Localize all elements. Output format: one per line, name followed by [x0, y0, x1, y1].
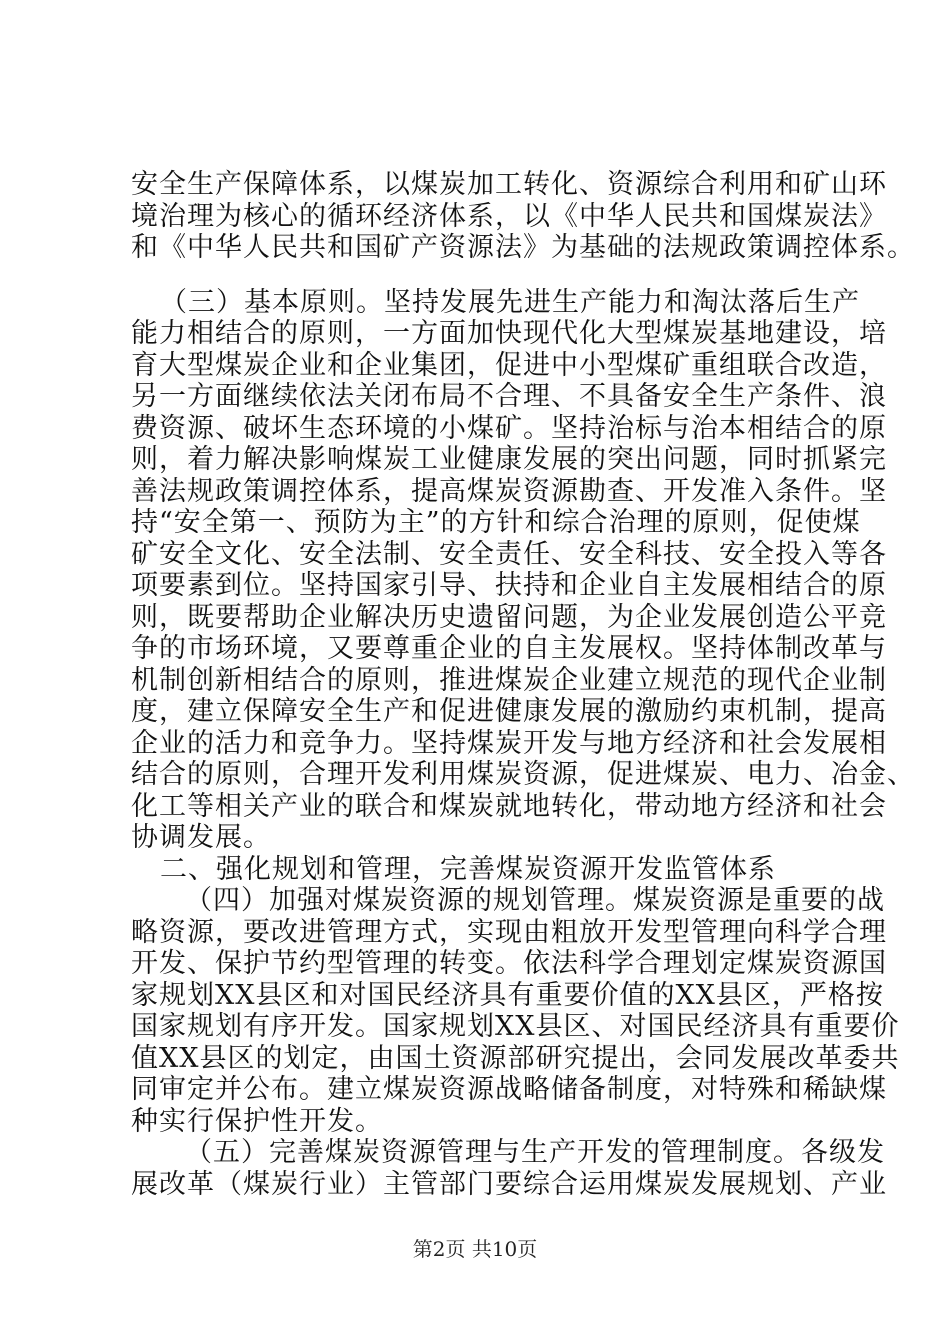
section-heading: 二、强化规划和管理，完善煤炭资源开发监管体系: [160, 854, 776, 885]
text-line: 善法规政策调控体系，提高煤炭资源勘查、开发准入条件。坚: [131, 476, 887, 507]
text-line: 展改革（煤炭行业）主管部门要综合运用煤炭发展规划、产业: [131, 1169, 887, 1200]
text-line: 争的市场环境，又要尊重企业的自主发展权。坚持体制改革与: [131, 633, 887, 664]
text-line: 育大型煤炭企业和企业集团，促进中小型煤矿重组联合改造，: [131, 350, 887, 381]
text-line: 机制创新相结合的原则，推进煤炭企业建立规范的现代企业制: [131, 665, 887, 696]
text-line: 开发、保护节约型管理的转变。依法科学合理划定煤炭资源国: [131, 948, 887, 979]
text-line: 种实行保护性开发。: [131, 1106, 383, 1137]
paragraph-heading-5: （五）完善煤炭资源管理与生产开发的管理制度。各级发: [185, 1137, 885, 1168]
page-footer: 第2页 共10页: [412, 1237, 538, 1261]
paragraph-heading-3: （三）基本原则。坚持发展先进生产能力和淘汰落后生产: [160, 287, 860, 318]
text-line: 另一方面继续依法关闭布局不合理、不具备安全生产条件、浪: [131, 381, 887, 412]
text-line: 度，建立保障安全生产和促进健康发展的激励约束机制，提高: [131, 696, 887, 727]
text-line: 境治理为核心的循环经济体系，以《中华人民共和国煤炭法》: [131, 201, 887, 232]
text-line: 协调发展。: [131, 822, 271, 853]
text-line: 值XX县区的划定，由国土资源部研究提出，会同发展改革委共: [131, 1043, 900, 1074]
text-line: 和《中华人民共和国矿产资源法》为基础的法规政策调控体系。: [131, 232, 915, 263]
text-line: 企业的活力和竞争力。坚持煤炭开发与地方经济和社会发展相: [131, 728, 887, 759]
text-line: 矿安全文化、安全法制、安全责任、安全科技、安全投入等各: [131, 539, 887, 570]
text-line: 国家规划有序开发。国家规划XX县区、对国民经济具有重要价: [131, 1011, 900, 1042]
text-line: 同审定并公布。建立煤炭资源战略储备制度，对特殊和稀缺煤: [131, 1074, 887, 1105]
text-line: 持“安全第一、预防为主”的方针和综合治理的原则，促使煤: [131, 507, 861, 538]
text-line: 化工等相关产业的联合和煤炭就地转化，带动地方经济和社会: [131, 791, 887, 822]
text-line: 略资源，要改进管理方式，实现由粗放开发型管理向科学合理: [131, 917, 887, 948]
text-line: 费资源、破坏生态环境的小煤矿。坚持治标与治本相结合的原: [131, 413, 887, 444]
text-line: 安全生产保障体系，以煤炭加工转化、资源综合利用和矿山环: [131, 169, 887, 200]
text-line: 则，着力解决影响煤炭工业健康发展的突出问题，同时抓紧完: [131, 444, 887, 475]
paragraph-heading-4: （四）加强对煤炭资源的规划管理。煤炭资源是重要的战: [185, 885, 885, 916]
text-line: 家规划XX县区和对国民经济具有重要价值的XX县区，严格按: [131, 980, 884, 1011]
text-line: 结合的原则，合理开发利用煤炭资源，促进煤炭、电力、冶金、: [131, 759, 915, 790]
text-line: 能力相结合的原则，一方面加快现代化大型煤炭基地建设，培: [131, 318, 887, 349]
text-line: 项要素到位。坚持国家引导、扶持和企业自主发展相结合的原: [131, 570, 887, 601]
text-line: 则，既要帮助企业解决历史遗留问题，为企业发展创造公平竞: [131, 602, 887, 633]
